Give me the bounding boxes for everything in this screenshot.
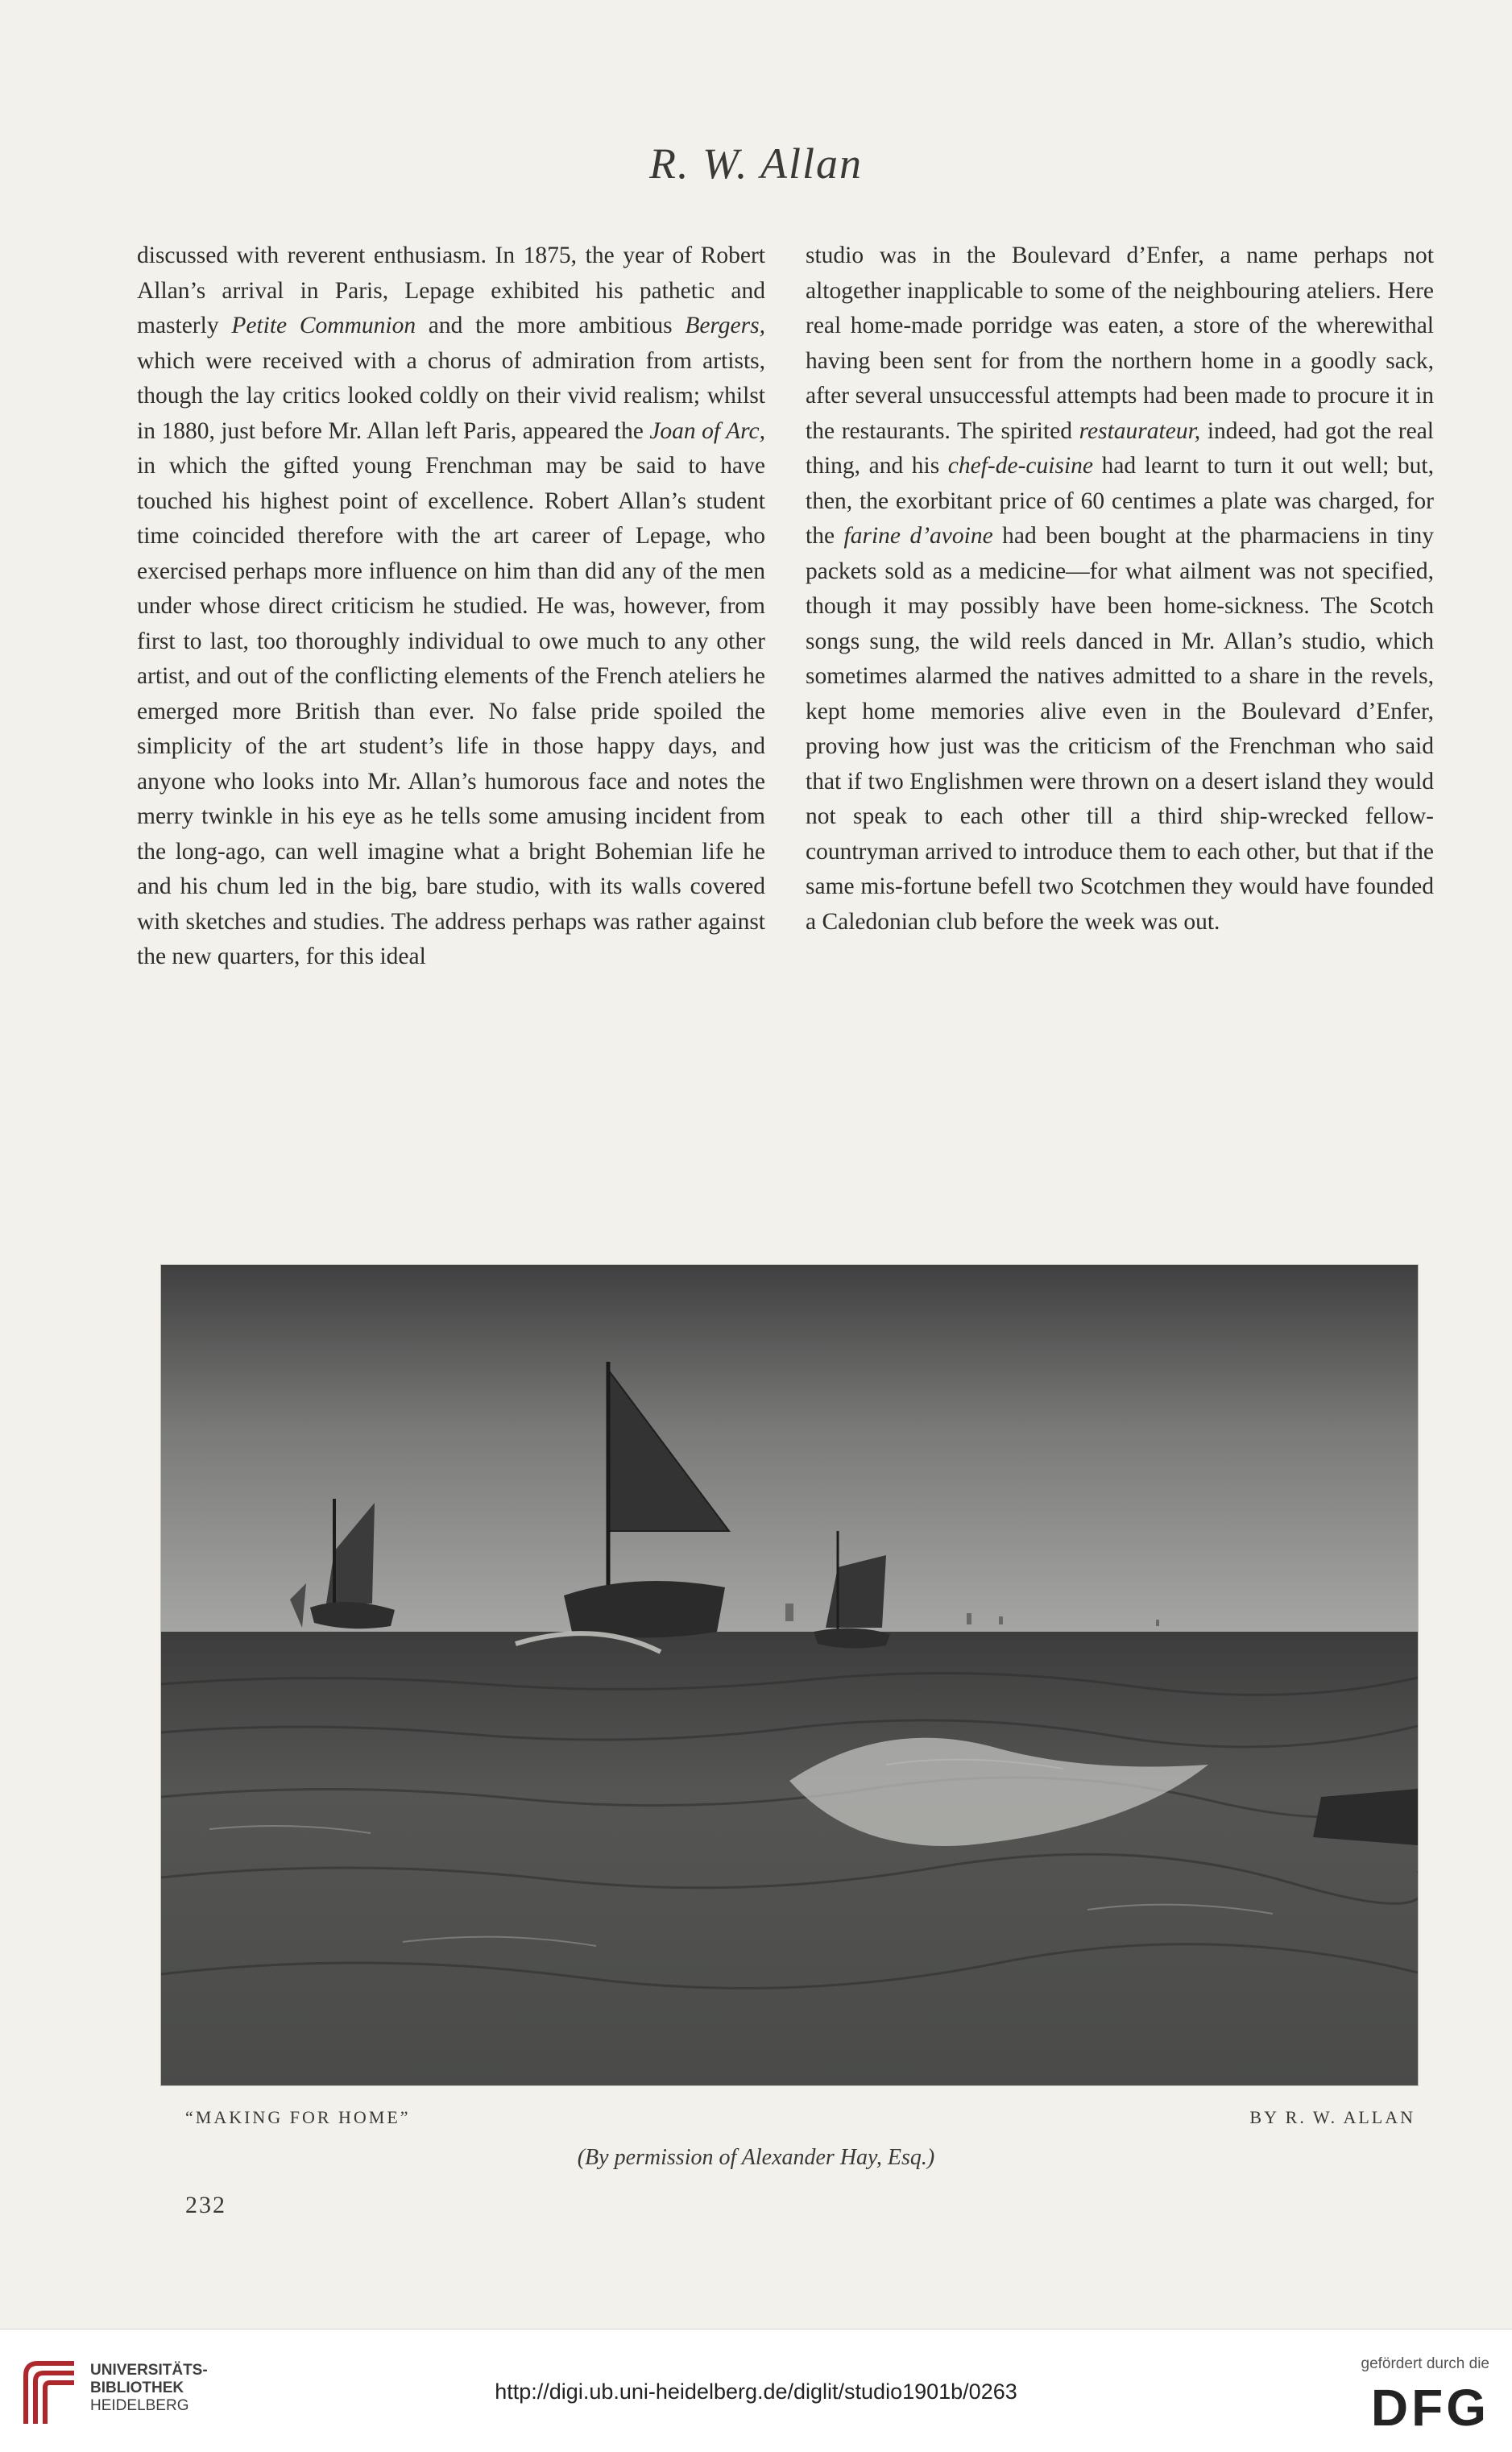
term-restaurateur: restaurateur, (1079, 417, 1201, 444)
seascape-illustration (161, 1265, 1418, 2085)
right-column-paragraph (806, 239, 1434, 940)
text-run: discussed with reverent enthusiasm. In 1875, the year of Robert Allan’s arrival in Paris, Lepage exhibited his pathetic and masterly (137, 243, 765, 338)
text-run: indeed, had got the real thing, and his (806, 417, 1435, 479)
left-column-paragraph (137, 239, 765, 975)
library-name-line: BIBLIOTHEK (90, 2379, 184, 2396)
artwork-title-joan-of-arc: Joan of Arc, (649, 417, 765, 444)
right-column (806, 239, 1434, 940)
library-name-line: HEIDELBERG (90, 2397, 189, 2414)
sailboats-at-sea-image (161, 1265, 1418, 2085)
page-number: 232 (185, 2192, 226, 2218)
artwork-title-bergers: Bergers, (685, 313, 765, 338)
artwork-title-petite-communion: Petite Communion (231, 313, 416, 338)
text-run: had learnt to turn it out well; but, then, the exorbitant price of 60 centimes a plate was charged, for the (806, 453, 1435, 549)
article-body (137, 239, 1442, 1218)
library-name-line: UNIVERSITÄTS- (90, 2362, 208, 2379)
text-run: studio was in the Boulevard d’Enfer, a name perhaps not altogether inapplicable to some of the neighbouring ateliers. Here real home-made porridge was eaten, a store of the wherewithal having been sent for from the northern home in a goodly sack, after several unsuccessful attempts had been made to procure it in the restaurants. The spirited (806, 243, 1434, 444)
term-farine-davoine: farine d’avoine (843, 523, 993, 549)
text-run: which were received with a chorus of admiration from artists, though the lay critics looked coldly on their vivid realism; whilst in 1880, just before Mr. Allan left Paris, appeared the (137, 347, 765, 444)
permalink-url[interactable]: http://digi.ub.uni-heidelberg.de/diglit/studio1901b/0263 (495, 2379, 1017, 2404)
term-chef-de-cuisine: chef-de-cuisine (947, 453, 1093, 479)
dfg-logo: DFG (1370, 2379, 1489, 2437)
text-run: in which the gifted young Frenchman may be said to have touched his highest point of excellence. Robert Allan’s student time coincided therefore with the art career of Lepage, who exercised perhaps more influence on him than did any of the men under whose direct criticism he studied. He was, however, from first to last, too thoroughly individual to owe much to any other artist, and out of the conflicting elements of the French ateliers he emerged more British than ever. No false pride spoiled the simplicity of the art student’s life in those happy days, and anyone who looks into Mr. Allan’s humorous face and notes the merry twinkle in his eye as he tells some amusing incident from the long-ago, can well imagine what a bright Bohemian life he and his chum led in the big, bare studio, with its walls covered with sketches and studies. The address perhaps was rather against the new quarters, for this ideal (137, 453, 765, 969)
left-column (137, 239, 765, 975)
text-run: had been bought at the pharmaciens in tiny packets sold as a medicine—for what ailment was not specified, though it may possibly have been home-sickness. The Scotch songs sung, the wild reels danced in Mr. Allan’s studio, which sometimes alarmed the natives admitted to a share in the revels, kept home memories alive even in the Boulevard d’Enfer, proving how just was the criticism of the Frenchman who said that if two Englishmen were thrown on a desert island they would not speak to each other till a third ship-wrecked fellow-countryman arrived to introduce them to each other, but that if the same mis-fortune befell two Scotchmen they would have founded a Caledonian club before the week was out. (806, 523, 1434, 935)
illustration-caption-title: “MAKING FOR HOME” (185, 2107, 411, 2127)
text-run: and the more ambitious (416, 313, 686, 338)
illustration-caption-artist: BY R. W. ALLAN (1249, 2107, 1415, 2127)
running-title: R. W. Allan (648, 139, 864, 188)
digitization-footer (0, 2329, 1512, 2452)
funded-by-label: gefördert durch die (1361, 2355, 1489, 2372)
illustration-permission-note: (By permission of Alexander Hay, Esq.) (577, 2145, 935, 2170)
